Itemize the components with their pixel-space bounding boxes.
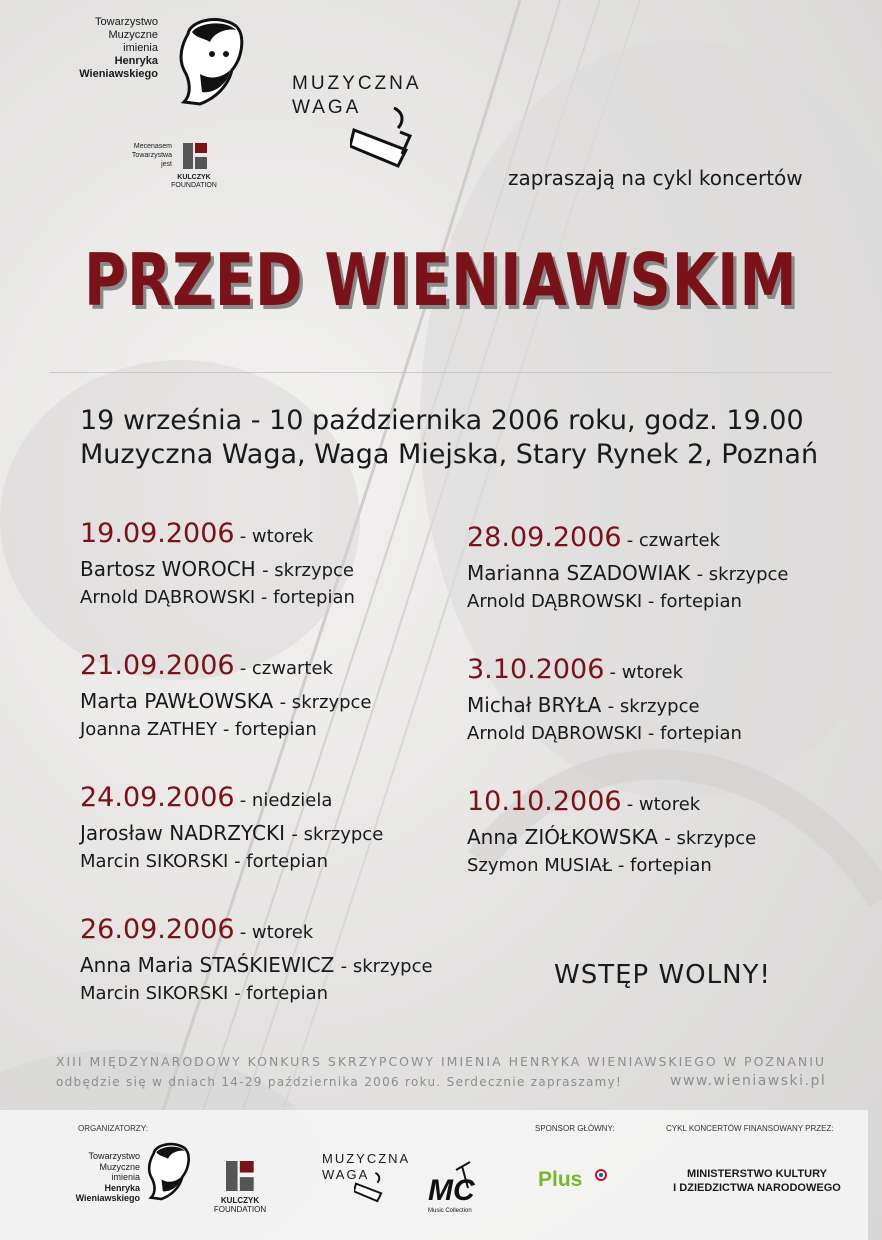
plus-logo: Plus: [538, 1168, 583, 1191]
funded-by-label: CYKL KONCERTÓW FINANSOWANY PRZEZ:: [666, 1124, 834, 1133]
pianist-name: Joanna ZATHEY: [80, 719, 218, 740]
concert-entry: [80, 914, 433, 1004]
concert-date: 26.09.2006: [80, 914, 235, 945]
violinist-name: Jarosław NADRZYCKI: [80, 821, 285, 845]
concert-date: 28.09.2006: [467, 522, 622, 553]
violinist-role: - skrzypce: [262, 560, 354, 581]
pianist-role: - fortepian: [234, 851, 329, 872]
concert-date: 24.09.2006: [80, 782, 235, 813]
pianist-name: Arnold DĄBROWSKI: [467, 723, 643, 744]
concert-day: - wtorek: [609, 662, 684, 683]
mecenas-text: Mecenasem Towarzystwa jest: [131, 143, 172, 168]
pianist-name: Arnold DĄBROWSKI: [467, 591, 643, 612]
violinist-name: Michał BRYŁA: [467, 693, 602, 717]
pianist-name: Szymon MUSIAŁ: [467, 855, 613, 876]
violinist-role: - skrzypce: [340, 956, 433, 977]
music-collection-caption: Music Collection: [428, 1208, 472, 1214]
muzyczna-waga-logo-text: MUZYCZNA WAGA: [292, 73, 422, 118]
kulczyk-logo-text: KULCZYK FOUNDATION: [171, 174, 217, 189]
wieniawski-portrait-icon: [170, 14, 250, 114]
kulczyk-logo-icon: [183, 143, 209, 169]
violinist-name: Marianna SZADOWIAK: [467, 561, 691, 585]
tmw-logo-text: Towarzystwo Muzyczne imienia Henryka Wieniawskiego: [79, 16, 158, 80]
concert-day: - czwartek: [239, 658, 333, 679]
concert-entry: [467, 522, 788, 612]
concert-entry: [467, 786, 756, 876]
violinist-role: - skrzypce: [696, 564, 789, 585]
music-collection-logo-icon: [426, 1160, 482, 1216]
concert-day: - wtorek: [626, 794, 701, 815]
concert-day: - wtorek: [239, 922, 314, 943]
violinist-name: Anna ZIÓŁKOWSKA: [467, 825, 658, 849]
pianist-role: - fortepian: [234, 983, 329, 1004]
date-range: 19 września - 10 października 2006 roku, godz. 19.00: [80, 405, 804, 436]
concert-day: - czwartek: [626, 530, 720, 551]
scale-weight-icon: [350, 104, 420, 170]
footer-kulczyk-logo-text: KULCZYK FOUNDATION: [213, 1196, 267, 1214]
contest-dates: odbędzie się w dniach 14-29 października 2006 roku. Serdecznie zapraszamy!: [56, 1075, 623, 1089]
music-collection-letters: MC: [428, 1174, 475, 1207]
pianist-role: - fortepian: [617, 855, 712, 876]
concert-date: 21.09.2006: [80, 650, 235, 681]
pianist-role: - fortepian: [222, 719, 317, 740]
footer-tmw-logo-text: Towarzystwo Muzyczne imienia Henryka Wieniawskiego: [75, 1151, 140, 1203]
violinist-role: - skrzypce: [291, 824, 384, 845]
sponsor-label: SPONSOR GŁÓWNY:: [535, 1124, 615, 1133]
venue: Muzyczna Waga, Waga Miejska, Stary Rynek 2, Poznań: [80, 439, 819, 470]
footer-wieniawski-portrait-icon: [142, 1140, 194, 1206]
website-link[interactable]: www.wieniawski.pl: [670, 1073, 827, 1089]
violinist-role: - skrzypce: [279, 692, 372, 713]
plus-sun-icon: [594, 1168, 608, 1182]
organizers-label: ORGANIZATORZY:: [78, 1124, 148, 1133]
violinist-name: Bartosz WOROCH: [80, 557, 256, 581]
concert-date: 10.10.2006: [467, 786, 622, 817]
pianist-name: Arnold DĄBROWSKI: [80, 587, 256, 608]
concert-entry: [467, 654, 742, 744]
violinist-name: Marta PAWŁOWSKA: [80, 689, 274, 713]
concert-day: - wtorek: [239, 526, 314, 547]
divider: [50, 372, 832, 373]
violinist-role: - skrzypce: [607, 696, 700, 717]
concert-entry: [80, 518, 355, 608]
concert-entry: [80, 782, 383, 872]
page-title: PRZED WIENIAWSKIM: [84, 238, 798, 322]
concert-day: - niedziela: [239, 790, 333, 811]
footer-scale-weight-icon: [354, 1170, 388, 1204]
pianist-role: - fortepian: [647, 723, 742, 744]
pianist-role: - fortepian: [260, 587, 355, 608]
violinist-name: Anna Maria STAŚKIEWICZ: [80, 953, 335, 977]
violinist-role: - skrzypce: [664, 828, 757, 849]
free-entry-text: WSTĘP WOLNY!: [554, 960, 771, 990]
footer-muzyczna-waga-logo-text: MUZYCZNA WAGA: [322, 1151, 411, 1182]
pianist-name: Marcin SIKORSKI: [80, 983, 229, 1004]
concert-date: 3.10.2006: [467, 654, 605, 685]
ministry-name: MINISTERSTWO KULTURY I DZIEDZICTWA NARODOWEGO: [673, 1168, 841, 1194]
pianist-name: Marcin SIKORSKI: [80, 851, 229, 872]
concert-date: 19.09.2006: [80, 518, 235, 549]
invite-text: zapraszają na cykl koncertów: [508, 166, 803, 190]
pianist-role: - fortepian: [647, 591, 742, 612]
contest-title: XIII MIĘDZYNARODOWY KONKURS SKRZYPCOWY IMIENIA HENRYKA WIENIAWSKIEGO W POZNANIU: [55, 1054, 827, 1069]
concert-entry: [80, 650, 372, 740]
footer-kulczyk-logo-icon: [226, 1160, 256, 1192]
